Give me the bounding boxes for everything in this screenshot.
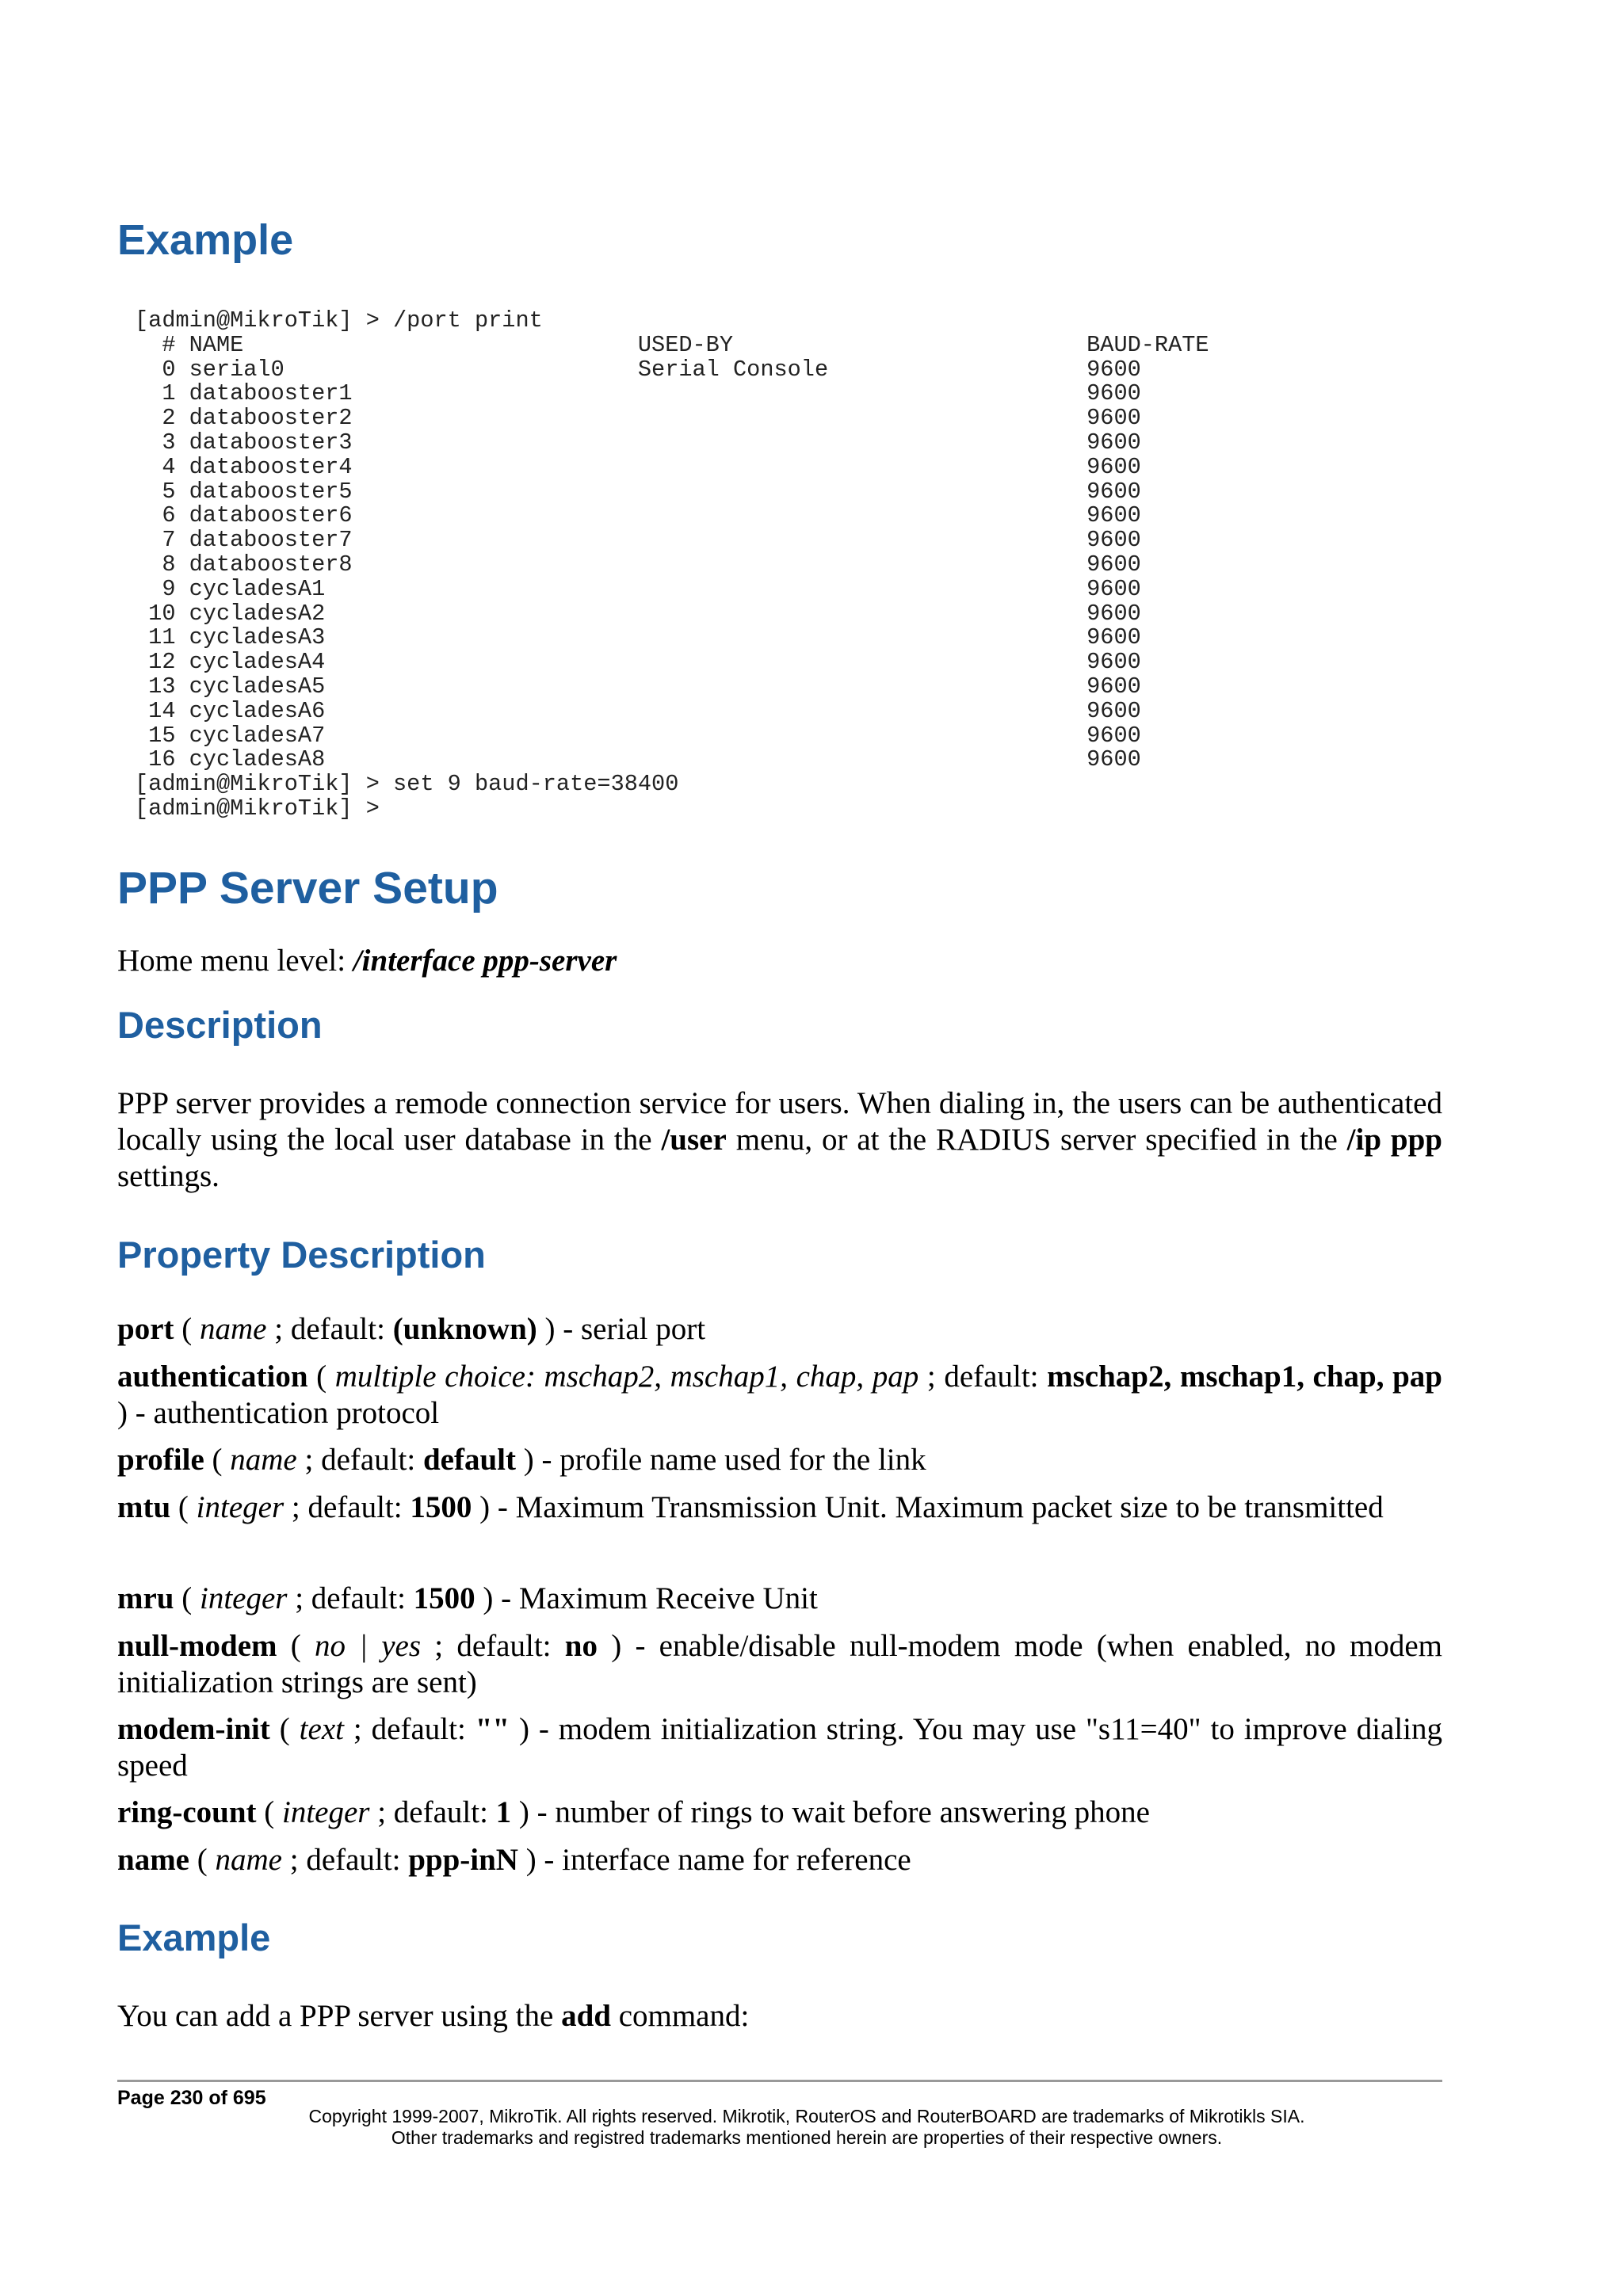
- property-open: (: [269, 1712, 300, 1746]
- property-type: name: [230, 1443, 297, 1477]
- property-type: text: [299, 1712, 344, 1746]
- property-default-label: ; default:: [369, 1795, 496, 1829]
- property-desc: ) - Maximum Transmission Unit. Maximum packet size to be transmitted: [472, 1490, 1384, 1524]
- property-default: 1500: [413, 1581, 475, 1615]
- property-type: multiple choice: mschap2, mschap1, chap, pap: [334, 1360, 919, 1394]
- property-name: mru: [117, 1581, 174, 1615]
- home-menu-path: /interface ppp-server: [353, 944, 617, 978]
- property-default: ppp-inN: [408, 1843, 518, 1877]
- property-name: null-modem: [117, 1629, 277, 1663]
- property-default-label: ; default:: [918, 1360, 1048, 1394]
- property-name: profile: [117, 1443, 204, 1477]
- property-default-label: ; default:: [284, 1490, 411, 1524]
- home-menu-label: Home menu level:: [117, 944, 353, 978]
- description-paragraph: [117, 1085, 1442, 1195]
- ppp-server-setup-heading: PPP Server Setup: [117, 863, 498, 913]
- property-default: 1: [495, 1795, 512, 1829]
- add-command: add: [561, 1999, 611, 2033]
- property-default-label: ; default:: [296, 1443, 423, 1477]
- property-default: default: [422, 1443, 516, 1477]
- property-default: "": [475, 1712, 510, 1746]
- property-open: (: [174, 1312, 200, 1346]
- property-type: name: [215, 1843, 282, 1877]
- page-number: Page 230 of 695: [117, 2087, 266, 2109]
- property-default-label: ; default:: [287, 1581, 414, 1615]
- property-name: port: [117, 1312, 174, 1346]
- property-default-label: ; default:: [421, 1629, 565, 1663]
- property-open: (: [204, 1443, 231, 1477]
- property-desc: ) - serial port: [537, 1312, 706, 1346]
- property-open: (: [174, 1581, 200, 1615]
- property-open: (: [277, 1629, 315, 1663]
- property-default: 1500: [410, 1490, 472, 1524]
- footer-divider: [117, 2080, 1442, 2082]
- example-add-text: You can add a PPP server using the: [117, 1999, 562, 2033]
- description-text: menu, or at the RADIUS server specified in the: [726, 1123, 1347, 1157]
- property-name: ring-count: [117, 1795, 257, 1829]
- port-print-code-block: [admin@MikroTik] > /port print # NAME USED-BY BAUD-RATE 0 serial0 Serial Console 9600 1 databooster1 9600 2 databooster2 9600 3 databooster3 9600 4 databooster4 9600 5 databooster5 9600 6 databooster6 9600 7 databooster7 9600 8 databooster8 9600 9 cycladesA1 9600 10 cycladesA2 9600 11 cycladesA3 9600 12 cycladesA4 9600 13 cycladesA5 9600 14 cycladesA6 9600 15 cycladesA7 9600 16 cycladesA8 9600 [admin@MikroTik] > set 9 baud-rate=38400 [admin@MikroTik] >: [135, 307, 1209, 822]
- property-mtu: [117, 1489, 1442, 1526]
- property-desc: ) - modem initialization string. You may use "s11=40" to improve dialing speed: [117, 1712, 1442, 1783]
- property-desc: ) - authentication protocol: [117, 1396, 440, 1430]
- property-default-label: ; default:: [343, 1712, 475, 1746]
- example-heading-2: Example: [117, 1917, 271, 1958]
- property-open: (: [256, 1795, 282, 1829]
- property-mru: [117, 1581, 1442, 1617]
- property-modem-init: [117, 1711, 1442, 1784]
- property-default-label: ; default:: [281, 1843, 409, 1877]
- property-desc: ) - Maximum Receive Unit: [475, 1581, 818, 1615]
- property-type: name: [200, 1312, 267, 1346]
- property-name: modem-init: [117, 1712, 270, 1746]
- property-desc: ) - interface name for reference: [517, 1843, 911, 1877]
- description-heading: Description: [117, 1004, 323, 1046]
- example-add-text: command:: [610, 1999, 750, 2033]
- home-menu-level: [117, 943, 1442, 979]
- property-type: no | yes: [315, 1629, 422, 1663]
- property-desc: ) - profile name used for the link: [515, 1443, 926, 1477]
- copyright-line-1: Copyright 1999-2007, MikroTik. All rights reserved. Mikrotik, RouterOS and RouterBOARD are trademarks of Mikrotikls SIA.: [308, 2106, 1305, 2126]
- example-add-paragraph: [117, 1998, 1442, 2035]
- property-description-heading: Property Description: [117, 1234, 486, 1276]
- property-default: (unknown): [392, 1312, 537, 1346]
- property-type: integer: [200, 1581, 288, 1615]
- property-default-label: ; default:: [266, 1312, 393, 1346]
- property-name: name: [117, 1843, 189, 1877]
- property-authentication: [117, 1359, 1442, 1432]
- property-open: (: [307, 1360, 335, 1394]
- description-text: settings.: [117, 1159, 220, 1193]
- property-desc: ) - enable/disable null-modem mode (when enabled, no modem initialization strings are sent): [117, 1629, 1442, 1699]
- property-type: integer: [196, 1490, 285, 1524]
- copyright-line-2: Other trademarks and registred trademarks mentioned herein are properties of their respective owners.: [391, 2127, 1223, 2148]
- property-ring-count: [117, 1794, 1442, 1831]
- property-default: mschap2, mschap1, chap, pap: [1047, 1360, 1442, 1394]
- property-null-modem: [117, 1628, 1442, 1701]
- property-profile: [117, 1442, 1442, 1478]
- property-name: authentication: [117, 1360, 308, 1394]
- description-text: PPP server provides a remode connection service for users. When dialing in, the users can be authenticated locally using the local user database in the: [117, 1086, 1442, 1157]
- ip-ppp-ref: /ip ppp: [1346, 1123, 1442, 1157]
- property-default: no: [564, 1629, 598, 1663]
- property-type: integer: [282, 1795, 370, 1829]
- example-heading: Example: [117, 216, 294, 264]
- property-name: mtu: [117, 1490, 171, 1524]
- property-open: (: [170, 1490, 197, 1524]
- property-open: (: [189, 1843, 216, 1877]
- property-name: [117, 1842, 1442, 1878]
- property-desc: ) - number of rings to wait before answering phone: [511, 1795, 1150, 1829]
- property-port: [117, 1311, 1442, 1348]
- user-menu-ref: /user: [661, 1123, 727, 1157]
